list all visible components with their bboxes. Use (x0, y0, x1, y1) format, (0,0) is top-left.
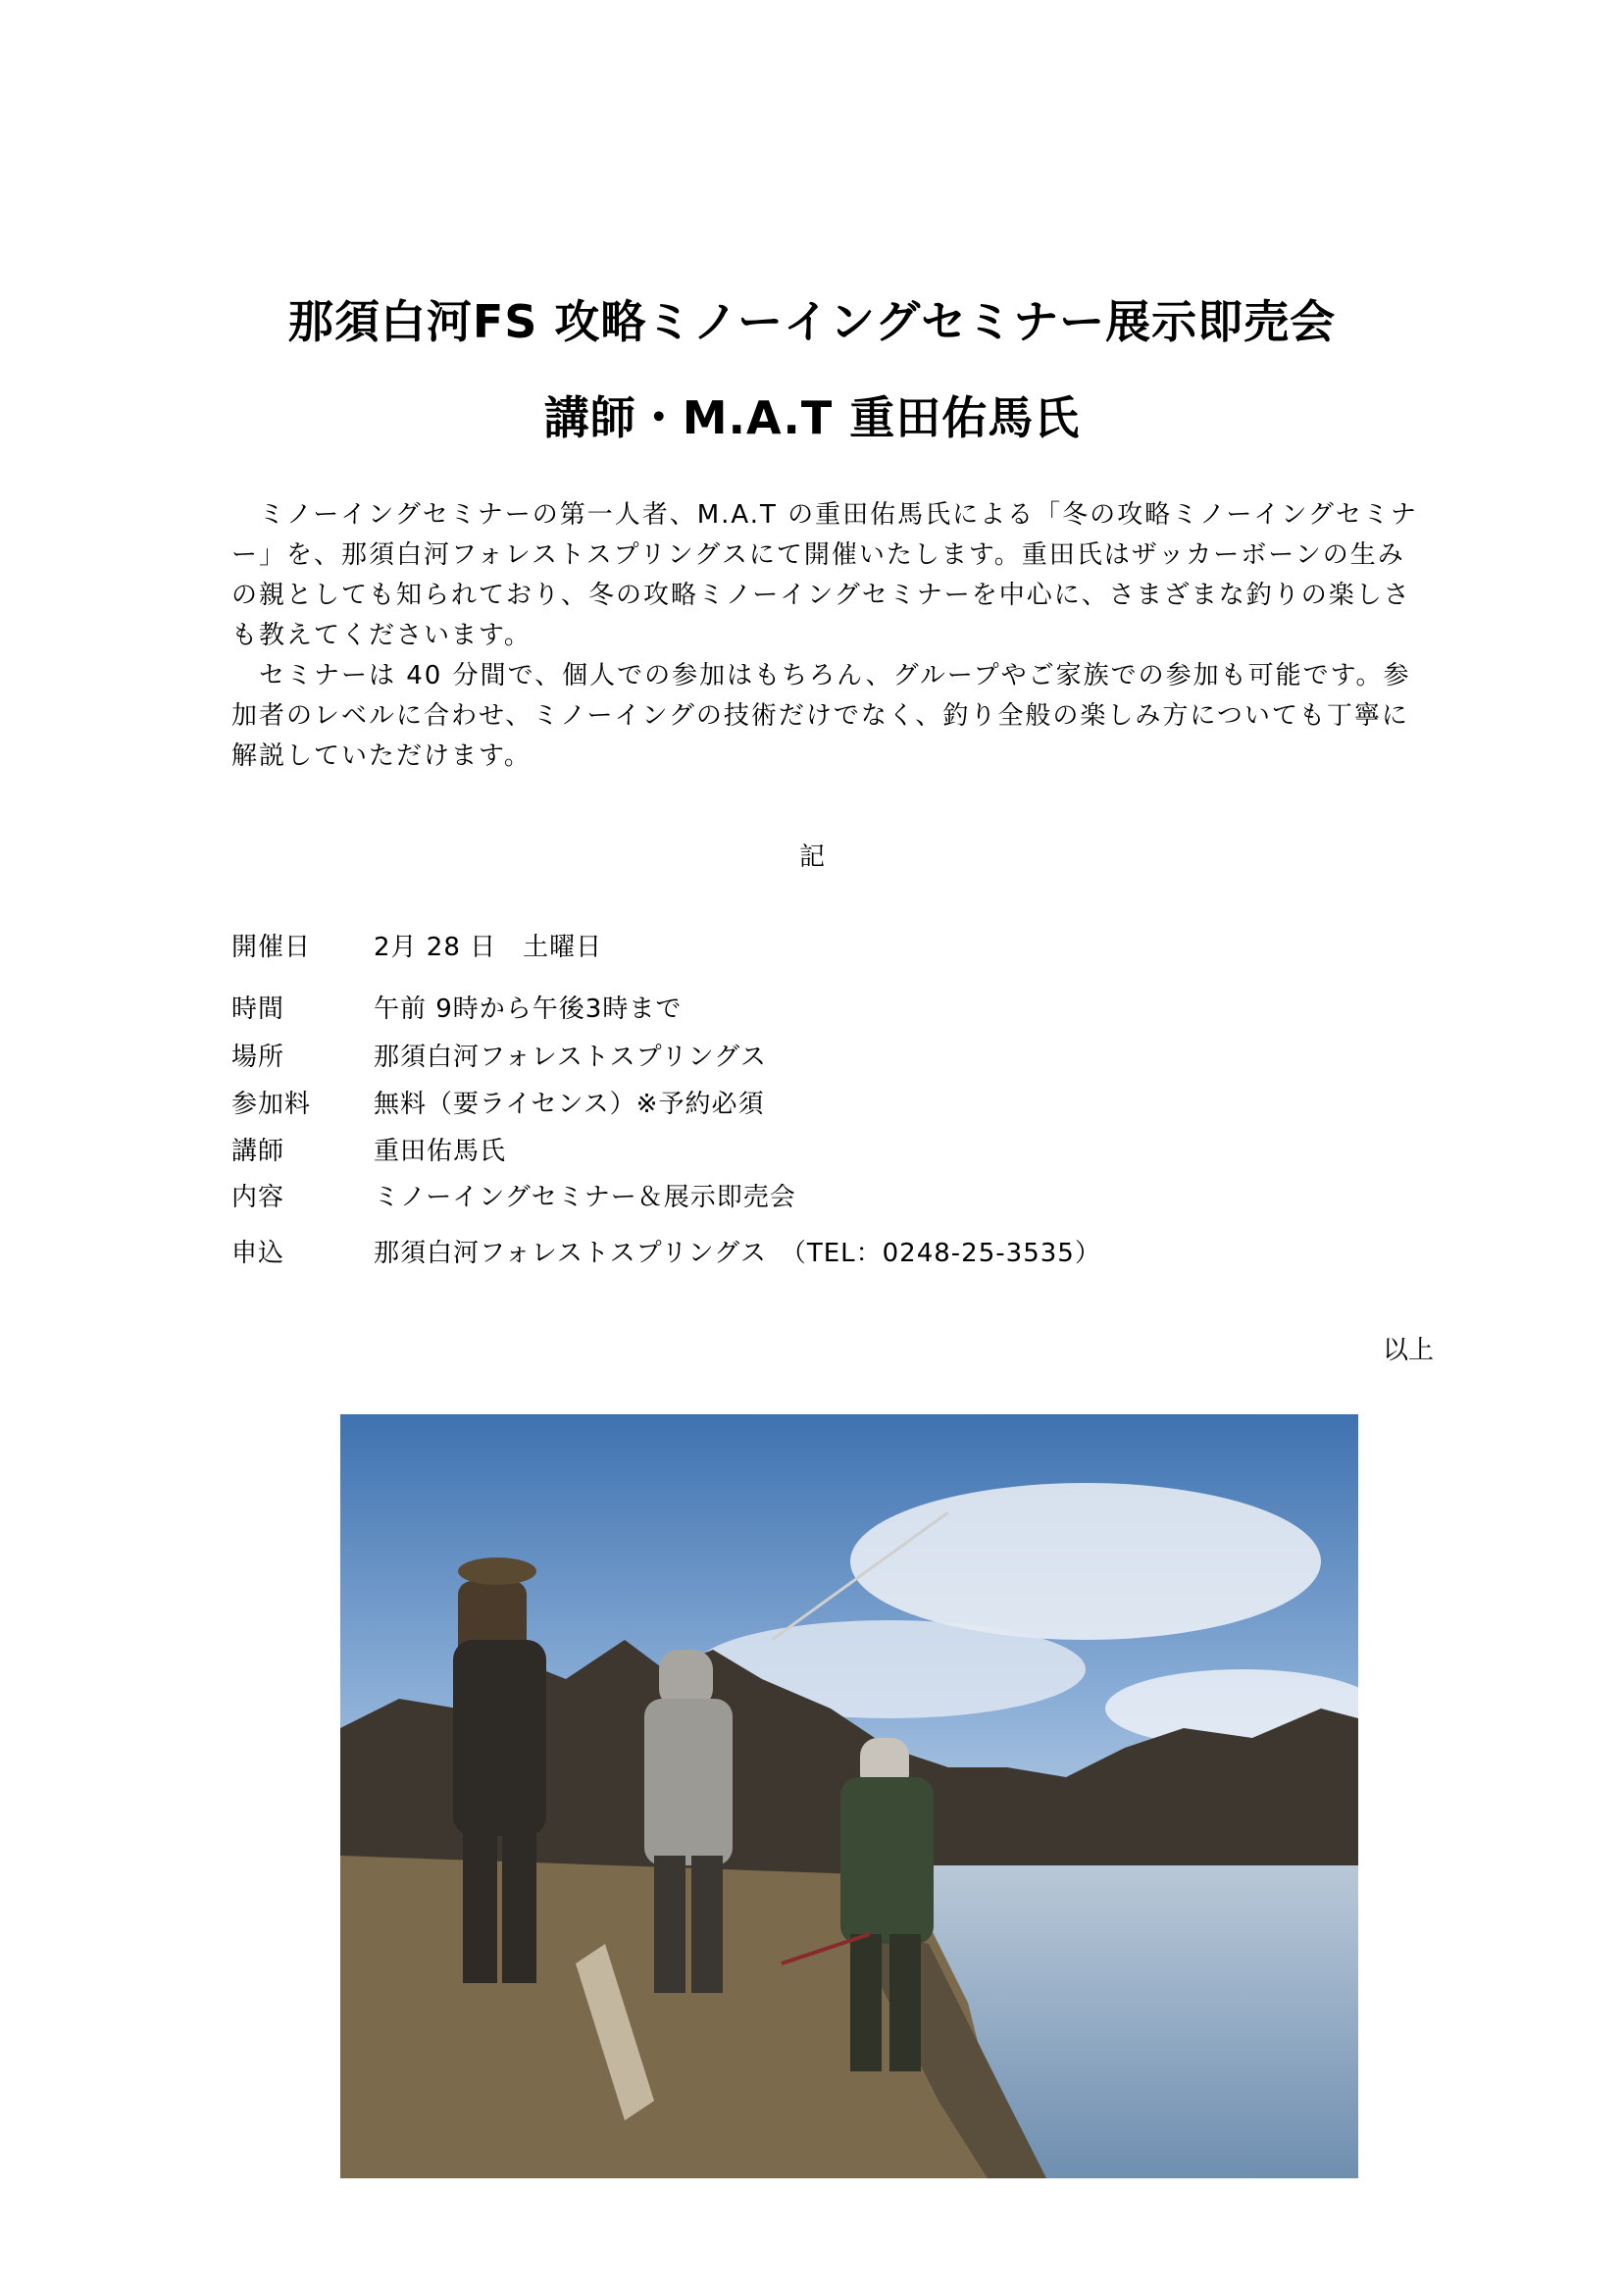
closing-mark: 以上 (1383, 1336, 1435, 1365)
intro-paragraph-2: セミナーは 40 分間で、個人での参加はもちろん、グループやご家族での参加も可能です。参加者のレベルに合わせ、ミノーイングの技術だけでなく、釣り全般の楽しみ方についても丁寧に解説していただけます。 (231, 661, 1411, 771)
page-subtitle: 講師・M.A.T 重田佑馬氏 (543, 391, 1081, 444)
detail-label: 申込 (231, 1239, 285, 1268)
detail-value: 那須白河フォレストスプリングス (374, 1043, 767, 1072)
fishing-photo (340, 1414, 1358, 2178)
ki-heading: 記 (798, 842, 825, 872)
detail-label: 内容 (231, 1183, 285, 1212)
page-title: 那須白河FS 攻略ミノーイングセミナー展示即売会 (287, 295, 1337, 348)
detail-label: 開催日 (231, 933, 312, 962)
cloud (850, 1483, 1321, 1640)
detail-value: 2月 28 日 土曜日 (374, 933, 603, 962)
detail-label: 場所 (231, 1043, 285, 1072)
fishing-scene-illustration (340, 1414, 1358, 2178)
detail-value: 重田佑馬氏 (374, 1137, 507, 1166)
detail-label: 時間 (231, 995, 285, 1024)
detail-label: 講師 (231, 1137, 285, 1166)
detail-value: 那須白河フォレストスプリングス （TEL：0248-25-3535） (374, 1239, 1101, 1268)
detail-value: ミノーイングセミナー＆展示即売会 (374, 1183, 796, 1212)
detail-value: 無料（要ライセンス）※予約必須 (374, 1090, 765, 1119)
intro-paragraph-1: ミノーイングセミナーの第一人者、M.A.T の重田佑馬氏による「冬の攻略ミノーイングセミナー」を、那須白河フォレストスプリングスにて開催いたします。重田氏はザッカーボーンの生みの親としても知られており、冬の攻略ミノーイングセミナーを中心に、さまざまな釣りの楽しさも教えてくださいます。 (231, 500, 1418, 650)
detail-value: 午前 9時から午後3時まで (374, 995, 683, 1024)
detail-label: 参加料 (231, 1090, 312, 1119)
